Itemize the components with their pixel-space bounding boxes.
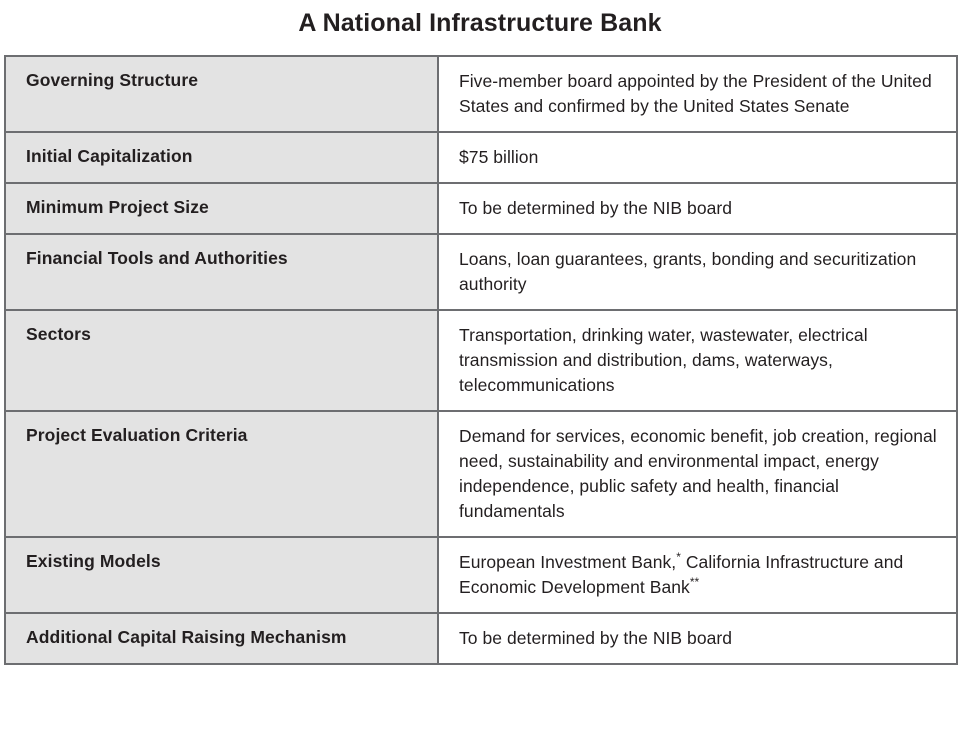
table-row	[5, 310, 957, 411]
row-label: Initial Capitalization	[5, 132, 438, 183]
footnote-marker-two: **	[689, 575, 700, 590]
table-row	[5, 613, 957, 664]
row-value-text-pre: European Investment Bank,	[459, 552, 677, 572]
row-label: Financial Tools and Authorities	[5, 234, 438, 310]
row-value: Loans, loan guarantees, grants, bonding and securitization authority	[438, 234, 957, 310]
footnote-marker-one: *	[676, 550, 681, 565]
row-value	[438, 537, 957, 613]
row-value: Demand for services, economic benefit, job creation, regional need, sustainability and environmental impact, energy independence, public safety and health, financial fundamentals	[438, 411, 957, 537]
row-label: Governing Structure	[5, 56, 438, 132]
infrastructure-bank-table	[4, 55, 958, 665]
row-value: To be determined by the NIB board	[438, 183, 957, 234]
table-row	[5, 537, 957, 613]
row-value: Five-member board appointed by the President of the United States and confirmed by the United States Senate	[438, 56, 957, 132]
row-label: Project Evaluation Criteria	[5, 411, 438, 537]
row-value: $75 billion	[438, 132, 957, 183]
row-value: To be determined by the NIB board	[438, 613, 957, 664]
table-row	[5, 132, 957, 183]
row-value: Transportation, drinking water, wastewater, electrical transmission and distribution, dams, waterways, telecommunications	[438, 310, 957, 411]
row-value-text-mid: California Infrastructure and Economic Development Bank	[459, 552, 904, 597]
table-row	[5, 56, 957, 132]
row-label: Sectors	[5, 310, 438, 411]
row-label: Additional Capital Raising Mechanism	[5, 613, 438, 664]
page-title: A National Infrastructure Bank	[298, 9, 662, 37]
row-label: Existing Models	[5, 537, 438, 613]
table-row	[5, 411, 957, 537]
table-row	[5, 183, 957, 234]
table-row	[5, 234, 957, 310]
row-label: Minimum Project Size	[5, 183, 438, 234]
